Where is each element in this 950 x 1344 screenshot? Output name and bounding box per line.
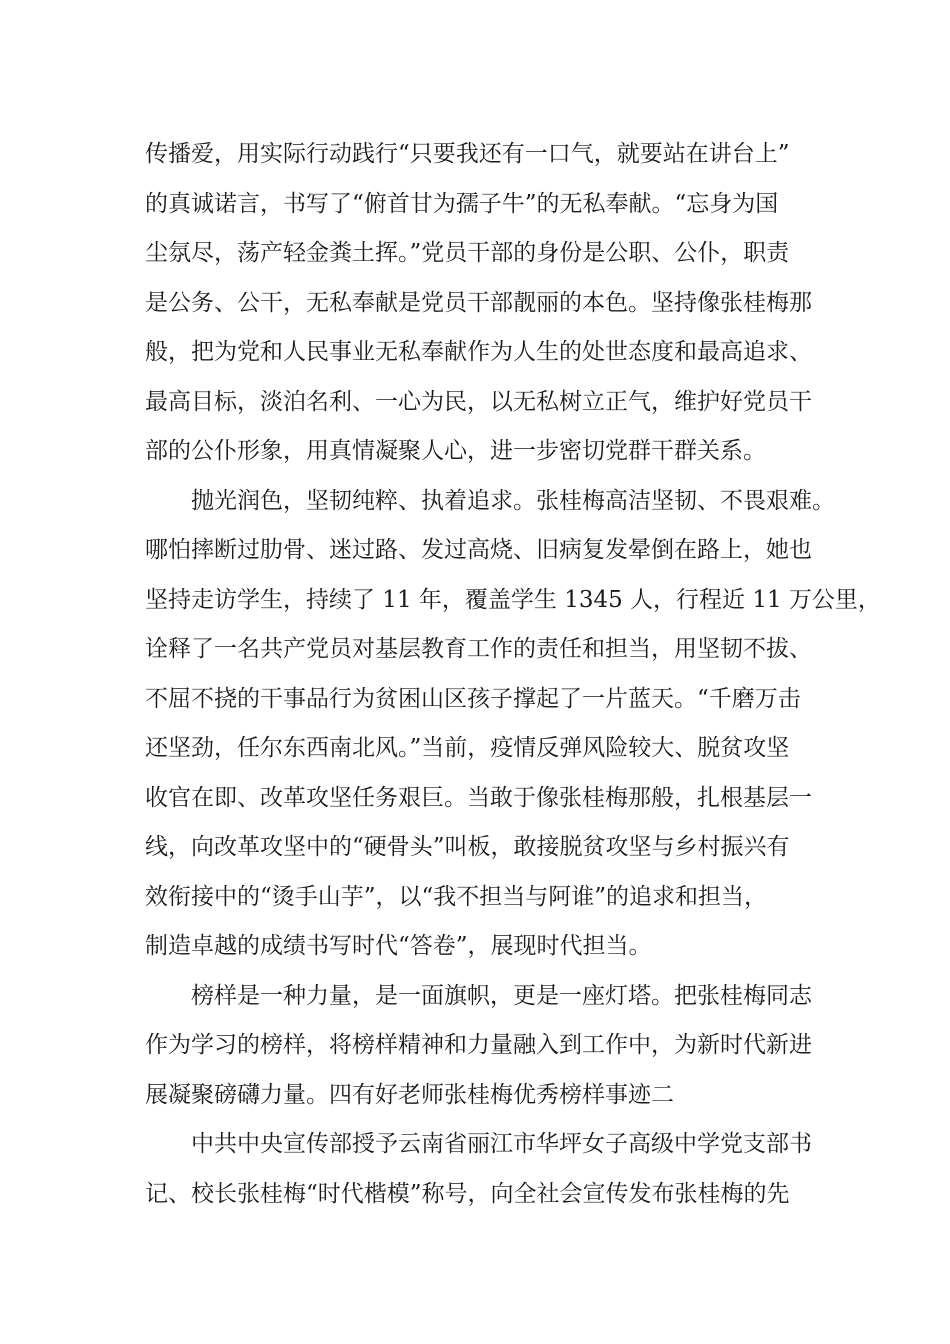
text-line: 制造卓越的成绩书写时代“答卷”，展现时代担当。 bbox=[145, 933, 652, 959]
text-line: 最高目标，淡泊名利、一心为民，以无私树立正气，维护好党员干 bbox=[145, 388, 812, 415]
text-line: 展凝聚磅礴力量。四有好老师张桂梅优秀榜样事迹二 bbox=[145, 1081, 674, 1108]
text-line: 哪怕摔断过肋骨、迷过路、发过高烧、旧病复发晕倒在路上，她也 bbox=[145, 537, 812, 563]
paragraph-first-line: 抛光润色，坚韧纯粹、执着追求。张桂梅高洁坚韧、不畏艰难。 bbox=[191, 487, 835, 514]
text-line: 还坚劲，任尔东西南北风。”当前，疫情反弹风险较大、脱贫攻坚 bbox=[145, 735, 790, 761]
text-line: 记、校长张桂梅“时代楷模”称号，向全社会宣传发布张桂梅的先 bbox=[145, 1180, 790, 1207]
text-line: 线，向改革攻坚中的“硬骨头”叫板，敢接脱贫攻坚与乡村振兴有 bbox=[145, 834, 790, 860]
text-line: 不屈不挠的干事品行为贫困山区孩子撑起了一片蓝天。“千磨万击 bbox=[145, 685, 801, 712]
text-line: 收官在即、改革攻坚任务艰巨。当敢于像张桂梅那般，扎根基层一 bbox=[145, 784, 812, 811]
text-line: 效衔接中的“烫手山芋”，以“我不担当与阿谁”的追求和担当， bbox=[145, 883, 768, 910]
text-line: 是公务、公干，无私奉献是党员干部靓丽的本色。坚持像张桂梅那 bbox=[145, 289, 812, 316]
text-line: 诠释了一名共产党员对基层教育工作的责任和担当，用坚韧不拔、 bbox=[145, 636, 812, 662]
text-line: 的真诚诺言，书写了“俯首甘为孺子牛”的无私奉献。“忘身为国 bbox=[145, 190, 779, 217]
document-body bbox=[145, 130, 881, 1219]
text-line: 部的公仆形象，用真情凝聚人心，进一步密切党群干群关系。 bbox=[145, 438, 766, 464]
paragraph-first-line: 中共中央宣传部授予云南省丽江市华坪女子高级中学党支部书 bbox=[191, 1131, 812, 1157]
text-line: 作为学习的榜样，将榜样精神和力量融入到工作中，为新时代新进 bbox=[145, 1032, 812, 1058]
text-line: 坚持走访学生，持续了 11 年，覆盖学生 1345 人，行程近 11 万公里， bbox=[145, 586, 881, 613]
text-line: 般，把为党和人民事业无私奉献作为人生的处世态度和最高追求、 bbox=[145, 339, 812, 365]
paragraph-first-line: 榜样是一种力量，是一面旗帜，更是一座灯塔。把张桂梅同志 bbox=[191, 982, 812, 1009]
text-line: 尘氛尽，荡产轻金粪土挥。”党员干部的身份是公职、公仆，职责 bbox=[145, 240, 790, 266]
text-line: 传播爱，用实际行动践行“只要我还有一口气，就要站在讲台上” bbox=[145, 141, 790, 167]
